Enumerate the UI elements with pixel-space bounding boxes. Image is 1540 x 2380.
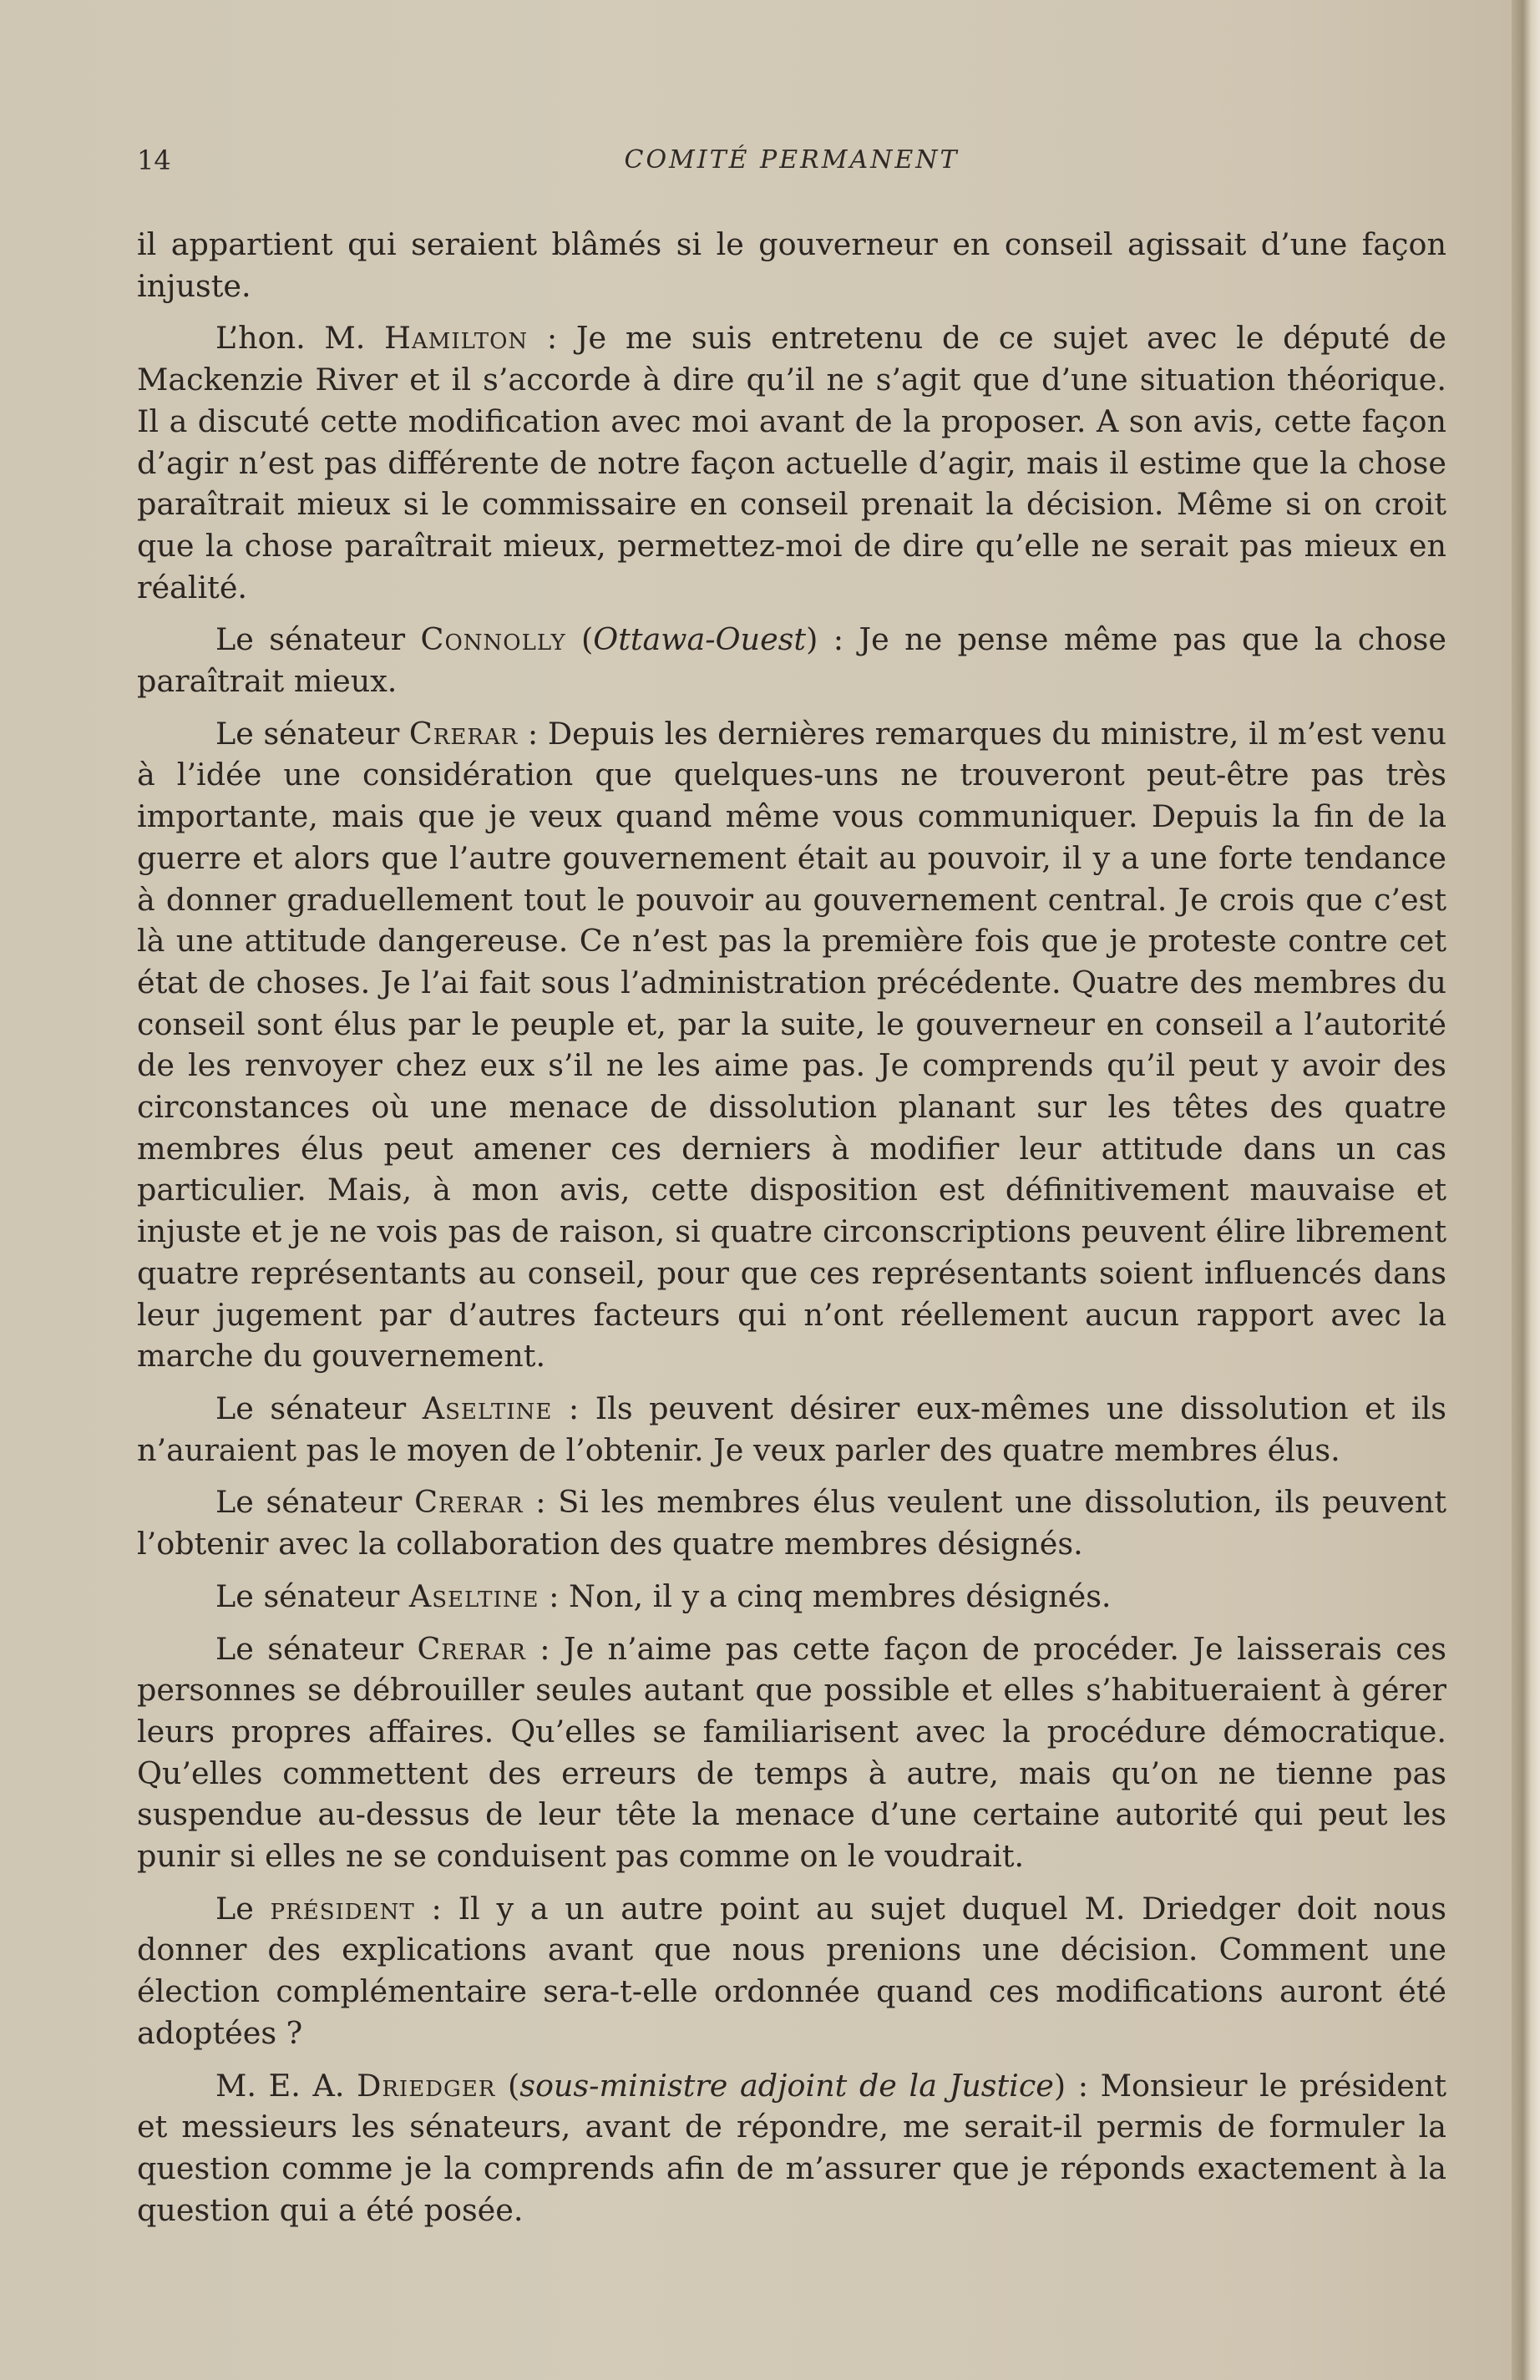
speaker-prefix: L’hon. M. — [215, 320, 385, 357]
paragraph-connolly — [137, 619, 1446, 701]
speaker-prefix: Le sénateur — [215, 1630, 418, 1667]
paragraph-text: Non, il y a cinq membres désignés. — [569, 1577, 1112, 1614]
paragraph-text: il appartient qui seraient blâmés si le gouverneur en conseil agissait d’une façon injuste. — [137, 226, 1446, 304]
paragraph-aseltine-1 — [137, 1388, 1446, 1471]
riding-open: ( — [495, 2067, 520, 2104]
speaker-prefix: Le — [215, 1890, 271, 1927]
speaker-name: Driedger — [357, 2067, 496, 2104]
speaker-prefix: Le sénateur — [215, 1484, 415, 1521]
paragraph-text: Monsieur le président et messieurs les sénateurs, avant de répondre, me serait-il permis de formuler la question comme je la comprends afin de m’assurer que je réponds exactement à la question qui a été posée. — [137, 2067, 1446, 2228]
paragraph-text: Je ne pense même pas que la chose paraîtrait mieux. — [137, 621, 1447, 700]
riding-close: ) : — [1053, 2067, 1101, 2104]
paragraph-president — [137, 1888, 1446, 2054]
speaker-separator: : — [414, 1890, 458, 1927]
speaker-separator: : — [539, 1577, 570, 1614]
speaker-name: Crerar — [417, 1630, 526, 1667]
speaker-prefix: M. E. A. — [215, 2067, 357, 2104]
paragraph-driedger — [137, 2065, 1446, 2231]
paragraph-crerar-1 — [137, 713, 1446, 1377]
speaker-name: Crerar — [408, 715, 519, 752]
paragraph-text: Ils peuvent désirer eux-mêmes une dissolution et ils n’auraient pas le moyen de l’obtenir. Je veux parler des quatre membres élus. — [137, 1390, 1446, 1468]
speaker-prefix: Le sénateur — [215, 1577, 409, 1614]
paragraph-text: Il y a un autre point au sujet duquel M. Driedger doit nous donner des explications avant que nous prenions une décision. Comment une élection complémentaire sera-t-elle ordonnée quand ces modifications auront été adoptées ? — [137, 1890, 1446, 2051]
speaker-separator: : — [523, 1484, 559, 1521]
paragraph-text: Je me suis entretenu de ce sujet avec le député de Mackenzie River et il s’accorde à dire qu’il ne s’agit que d’une situation théorique. Il a discuté cette modification avec moi avant de la proposer. A son avis, cette façon d’agir n’est pas différente de notre façon actuelle d’agir, mais il estime que la chose paraîtrait mieux si le commissaire en conseil prenait la décision. Même si on croit que la chose paraîtrait mieux, permettez-moi de dire qu’elle ne serait pas mieux en réalité. — [137, 320, 1446, 605]
paragraph-continuation — [137, 224, 1446, 306]
speaker-name: Hamilton — [384, 320, 529, 357]
speaker-prefix: Le sénateur — [215, 1390, 423, 1426]
speaker-name: Connolly — [420, 621, 566, 658]
paragraph-text: Depuis les dernières remarques du ministre, il m’est venu à l’idée une considération que quelques-uns ne trouveront peut-être pas très importante, mais que je veux quand même vous communiquer. Depuis la fin de la guerre et alors que l’autre gouvernement était au pouvoir, il y a une forte tendance à donner graduellement tout le pouvoir au gouvernement central. Je crois que c’est là une attitude dangereuse. Ce n’est pas la première fois que je proteste contre cet état de choses. Je l’ai fait sous l’administration précédente. Quatre des membres du conseil sont élus par le peuple et, par la suite, le gouverneur en conseil a l’autorité de les renvoyer chez eux s’il ne les aime pas. Je comprends qu’il peut y avoir des circonstances où une menace de dissolution planant sur les têtes des quatre membres élus peut amener ces derniers à modifier leur attitude dans un cas particulier. Mais, à mon avis, cette disposition est définitivement mauvaise et injuste et je ne vois pas de raison, si quatre circonscriptions peuvent élire librement quatre représentants au conseil, pour que ces représentants soient influencés dans leur jugement par d’autres facteurs qui n’ont réellement aucun rapport avec la marche du gouvernement. — [137, 715, 1447, 1375]
speaker-separator: : — [525, 1630, 564, 1667]
riding-open: ( — [565, 621, 594, 658]
speaker-title: sous-ministre adjoint de la Justice — [519, 2067, 1054, 2104]
speaker-separator: : — [552, 1390, 595, 1426]
speaker-name: Aseltine — [408, 1577, 540, 1614]
riding-close: ) : — [806, 621, 859, 658]
speaker-separator: : — [518, 715, 548, 752]
page-edge — [1512, 0, 1540, 2380]
speaker-name: Crerar — [414, 1484, 524, 1521]
speaker-separator: : — [528, 320, 576, 357]
speaker-prefix: Le sénateur — [215, 715, 409, 752]
paragraph-crerar-3 — [137, 1628, 1446, 1877]
page-header — [137, 140, 1446, 180]
page-number: 14 — [137, 144, 171, 176]
paragraph-crerar-2 — [137, 1481, 1446, 1564]
speaker-riding: Ottawa-Ouest — [593, 621, 807, 658]
paragraph-hamilton — [137, 317, 1446, 608]
speaker-name: président — [270, 1890, 415, 1927]
speaker-name: Aseltine — [422, 1390, 553, 1426]
paragraph-aseltine-2 — [137, 1576, 1446, 1618]
speaker-prefix: Le sénateur — [215, 621, 421, 658]
body-text — [137, 224, 1446, 2241]
paragraph-text: Si les membres élus veulent une dissolution, ils peuvent l’obtenir avec la collaboration des quatre membres désignés. — [137, 1484, 1446, 1562]
paragraph-text: Je n’aime pas cette façon de procéder. Je laisserais ces personnes se débrouiller seules autant que possible et elles s’habitueraient à gérer leurs propres affaires. Qu’elles se familiarisent avec la procédure démocratique. Qu’elles commettent des erreurs de temps à autre, mais qu’on ne tienne pas suspendue au-dessus de leur tête la menace d’une certaine autorité qui peut les punir si elles ne se conduisent pas comme on le voudrait. — [137, 1630, 1446, 1875]
running-title: COMITÉ PERMANENT — [624, 145, 960, 175]
